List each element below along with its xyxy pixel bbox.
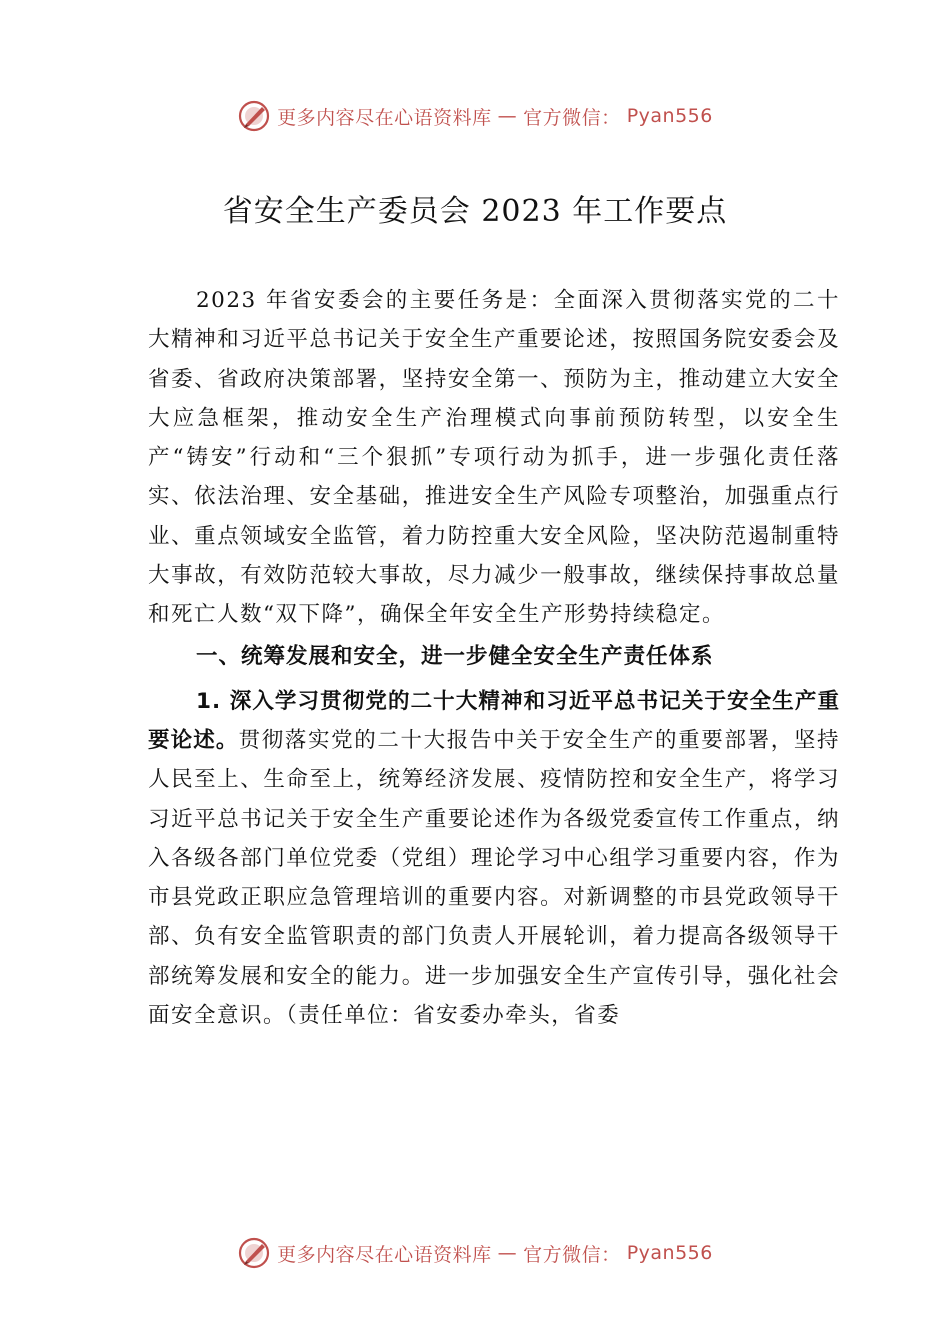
item-1-lead: 1. 深入学习贯彻党的二十大精神和习近平总书记关于安全生产重要论述。 <box>148 688 840 753</box>
pen-seal-icon <box>237 99 271 133</box>
document-body <box>148 281 840 1035</box>
section-heading: 一、统筹发展和安全，进一步健全安全生产责任体系 <box>196 643 714 669</box>
footer-watermark <box>0 1233 950 1273</box>
item-1-body: 贯彻落实党的二十大报告中关于安全生产的重要部署，坚持人民至上、生命至上，统筹经济发展、疫情防控和安全生产，将学习习近平总书记关于安全生产重要论述作为各级党委宣传工作重点，纳入各级各部门单位党委（党组）理论学习中心组学习重要内容，作为市县党政正职应急管理培训的重要内容。对新调整的市县党政领导干部、负有安全监管职责的部门负责人开展轮训，着力提高各级领导干部统筹发展和安全的能力。进一步加强安全生产宣传引导，强化社会面安全意识。（责任单位：省安委办牵头，省委 <box>148 727 840 1029</box>
intro-paragraph: 2023 年省安委会的主要任务是：全面深入贯彻落实党的二十大精神和习近平总书记关于安全生产重要论述，按照国务院安委会及省委、省政府决策部署，坚持安全第一、预防为主，推动建立大安全大应急框架，推动安全生产治理模式向事前预防转型，以安全生产“铸安”行动和“三个狠抓”专项行动为抓手，进一步强化责任落实、依法治理、安全基础，推进安全生产风险专项整治，加强重点行业、重点领域安全监管，着力防控重大安全风险，坚决防范遏制重特大事故，有效防范较大事故，尽力减少一般事故，继续保持事故总量和死亡人数“双下降”，确保全年安全生产形势持续稳定。 <box>148 288 840 628</box>
watermark-account: Pyan556 <box>626 1242 713 1264</box>
watermark-label: 官方微信： <box>523 1243 621 1266</box>
watermark-text: 更多内容尽在心语资料库 <box>277 1243 492 1266</box>
watermark-separator: — <box>497 105 518 127</box>
document-title: 省安全生产委员会 2023 年工作要点 <box>222 194 728 229</box>
pen-seal-icon <box>237 1236 271 1270</box>
item-1-paragraph <box>148 682 840 1036</box>
watermark-separator: — <box>497 1242 518 1264</box>
watermark-label: 官方微信： <box>523 106 621 129</box>
watermark-account: Pyan556 <box>626 105 713 127</box>
header-watermark <box>0 96 950 136</box>
watermark-text: 更多内容尽在心语资料库 <box>277 106 492 129</box>
